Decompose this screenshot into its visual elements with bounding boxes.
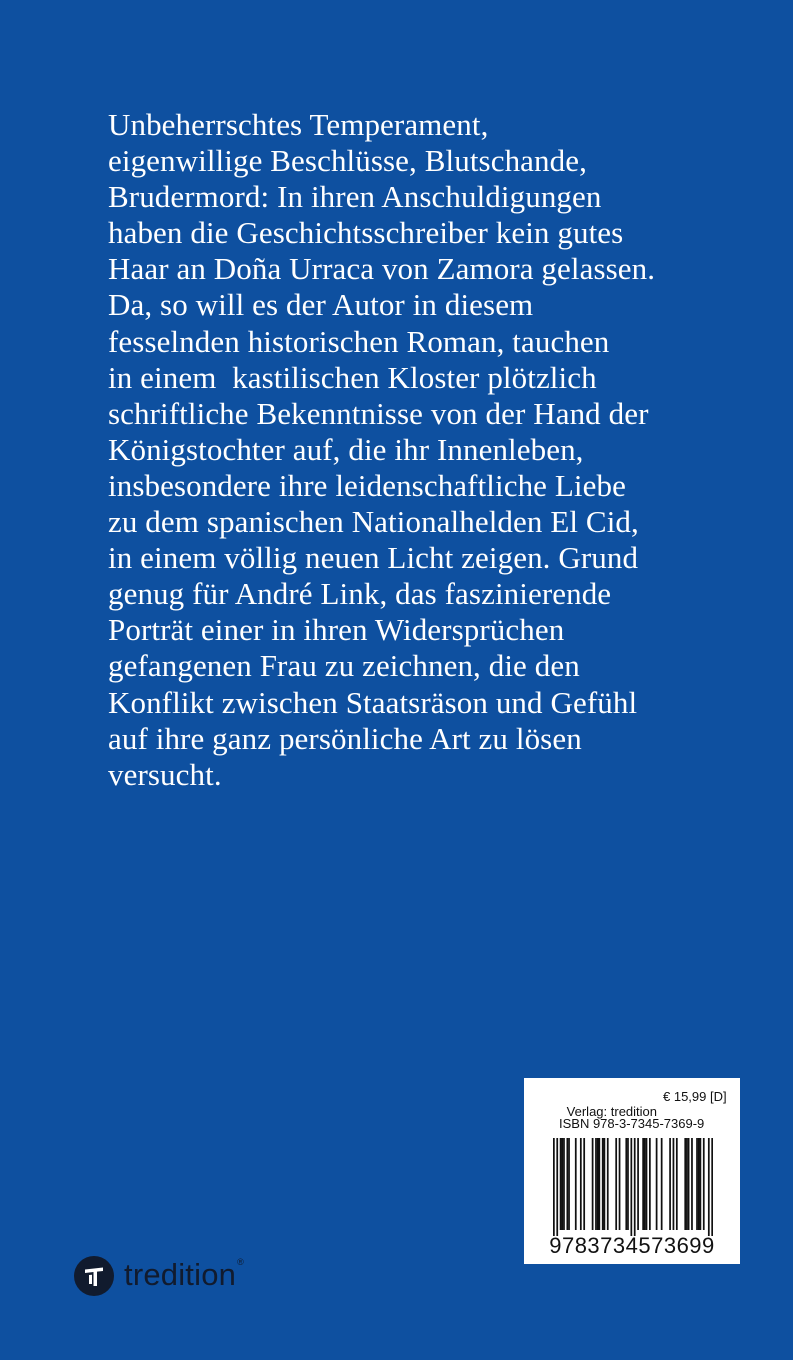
registered-mark: ® xyxy=(237,1257,244,1267)
barcode-bar xyxy=(598,1138,600,1230)
barcode-bar xyxy=(673,1138,675,1230)
barcode-bar xyxy=(627,1138,629,1230)
barcode-bar xyxy=(597,1138,599,1230)
barcode-bar xyxy=(592,1138,594,1230)
blurb-line: Unbeherrschtes Temperament, xyxy=(108,107,489,142)
barcode-bar xyxy=(563,1138,565,1230)
barcode-bar xyxy=(637,1138,639,1230)
barcode-bar xyxy=(615,1138,617,1230)
barcode-bar xyxy=(602,1138,604,1230)
blurb-line: in einem kastilischen Kloster plötzlich xyxy=(108,359,597,395)
barcode-bar xyxy=(560,1138,562,1230)
barcode-bar xyxy=(566,1138,568,1230)
blurb-line: haben die Geschichtsschreiber kein gutes xyxy=(108,215,624,251)
barcode-bar xyxy=(630,1138,632,1236)
barcode-bar xyxy=(656,1138,658,1230)
barcode-bar xyxy=(575,1138,577,1230)
blurb-line: Da, so will es der Autor in diesem xyxy=(108,287,534,323)
barcode-bar xyxy=(649,1138,651,1230)
barcode-bar xyxy=(604,1138,606,1230)
barcode-bar xyxy=(696,1138,698,1230)
price-label: € 15,99 [D] xyxy=(663,1089,727,1104)
barcode-bar xyxy=(634,1138,636,1236)
blurb-line: Konflikt zwischen Staatsräson und Gefühl xyxy=(108,684,638,720)
barcode-bar xyxy=(580,1138,582,1230)
barcode-bar xyxy=(619,1138,621,1230)
blurb-line: versucht. xyxy=(108,756,222,792)
blurb-line: in einem völlig neuen Licht zeigen. Grund xyxy=(108,540,639,576)
barcode-bar xyxy=(561,1138,563,1230)
barcode-icon xyxy=(553,1138,713,1236)
barcode-bar xyxy=(646,1138,648,1230)
blurb-line: zu dem spanischen Nationalhelden El Cid, xyxy=(108,504,639,540)
barcode-bar xyxy=(644,1138,646,1230)
blurb-line: Porträt einer in ihren Widersprüchen xyxy=(108,612,565,648)
barcode-digits: 9783734573699 xyxy=(549,1233,715,1258)
barcode-bar xyxy=(708,1138,710,1236)
barcode-bar xyxy=(691,1138,693,1230)
blurb-line: genug für André Link, das faszinierende xyxy=(108,576,612,612)
blurb-line: schriftliche Bekenntnisse von der Hand der xyxy=(108,395,649,431)
barcode-bar xyxy=(676,1138,678,1230)
barcode-bar xyxy=(556,1138,558,1236)
barcode-bar xyxy=(553,1138,555,1236)
barcode-bar xyxy=(703,1138,705,1230)
blurb-line: fesselnden historischen Roman, tauchen xyxy=(108,323,610,359)
barcode-box xyxy=(524,1078,740,1264)
publisher-label: Verlag: tredition xyxy=(566,1104,658,1119)
blurb-line: Brudermord: In ihren Anschuldigungen xyxy=(108,179,602,215)
barcode-bar xyxy=(684,1138,686,1230)
blurb-line: insbesondere ihre leidenschaftliche Liebe xyxy=(108,467,626,503)
barcode-bar xyxy=(661,1138,663,1230)
barcode-bar xyxy=(669,1138,671,1230)
barcode-bar xyxy=(700,1138,702,1230)
barcode-bar xyxy=(583,1138,585,1230)
blurb-line: Königstochter auf, die ihr Innenleben, xyxy=(108,431,584,467)
barcode-bar xyxy=(607,1138,609,1230)
barcode-bar xyxy=(642,1138,644,1230)
barcode-bar xyxy=(625,1138,627,1230)
barcode-bar xyxy=(595,1138,597,1230)
barcode-bar xyxy=(686,1138,688,1230)
blurb-line: auf ihre ganz persönliche Art zu lösen xyxy=(108,720,582,756)
brand-name: tredition xyxy=(124,1257,237,1292)
tredition-logo-icon xyxy=(74,1256,114,1296)
publisher-brand xyxy=(74,1256,244,1296)
barcode-bar xyxy=(698,1138,700,1230)
blurb-line: eigenwillige Beschlüsse, Blutschande, xyxy=(108,143,587,179)
barcode-bar xyxy=(568,1138,570,1230)
blurb-line: Haar an Doña Urraca von Zamora gelassen. xyxy=(108,251,656,287)
isbn-label: ISBN 978-3-7345-7369-9 xyxy=(559,1116,705,1131)
blurb-text xyxy=(108,107,748,793)
barcode-bar xyxy=(711,1138,713,1236)
blurb-line: gefangenen Frau zu zeichnen, die den xyxy=(108,648,580,684)
barcode-bar xyxy=(688,1138,690,1230)
